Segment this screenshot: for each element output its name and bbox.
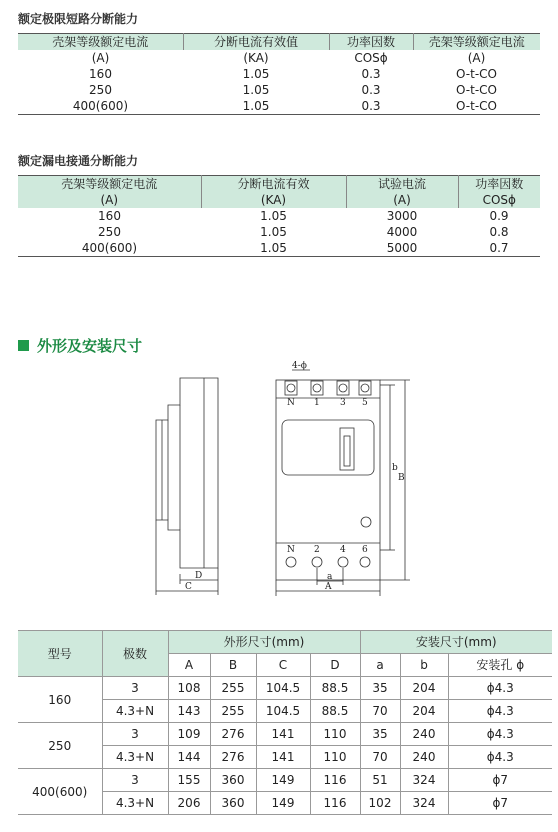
cell: 1.05 <box>242 67 270 81</box>
header-cell: 功率因数 <box>329 34 413 51</box>
cell: 1.05 <box>260 209 287 223</box>
cell: O-t-CO <box>456 67 497 81</box>
cell: 4.3+N <box>102 746 168 769</box>
cell: 143 <box>168 700 210 723</box>
dim-label-d: D <box>195 571 203 581</box>
cell: 4.3+N <box>102 792 168 815</box>
cell: 144 <box>168 746 210 769</box>
cell: 1.05 <box>242 83 270 97</box>
cell: 108 <box>168 677 210 700</box>
header-cell: 壳架等级额定电流 <box>428 35 525 49</box>
cell: 206 <box>168 792 210 815</box>
cell: ϕ7 <box>448 769 552 792</box>
cell: 35 <box>360 677 400 700</box>
table-row <box>18 723 552 746</box>
unit-cell: (KA) <box>201 192 346 208</box>
header-cell: 壳架等级额定电流 <box>18 176 201 193</box>
subheader-cell: B <box>210 654 256 677</box>
cell: 0.7 <box>489 241 509 255</box>
cell: O-t-CO <box>456 83 497 97</box>
dim-label-A: A <box>325 582 332 592</box>
cell: 324 <box>400 792 448 815</box>
dim-label-c: C <box>185 582 192 592</box>
terminal-label: 4 <box>340 545 346 555</box>
cell: 160 <box>98 209 121 223</box>
cell: O-t-CO <box>456 99 497 113</box>
dim-label-a: a <box>327 572 333 582</box>
table-header-row <box>18 631 552 654</box>
side-view <box>156 378 218 595</box>
subheader-cell: D <box>310 654 360 677</box>
header-cell: 试验电流 <box>346 176 458 193</box>
cell: 116 <box>310 769 360 792</box>
cell: 400(600) <box>81 241 138 255</box>
cell: 1.05 <box>260 225 287 239</box>
header-cell: 分断电流有效值 <box>183 34 329 51</box>
cell: 88.5 <box>310 677 360 700</box>
terminal-label: 6 <box>362 545 368 555</box>
model-cell: 400(600) <box>18 769 102 815</box>
cell: 4000 <box>386 225 418 239</box>
cell: 3 <box>102 677 168 700</box>
terminal-label: 1 <box>314 398 320 408</box>
dimensions-table <box>18 630 552 815</box>
header-outline: 外形尺寸(mm) <box>168 631 360 654</box>
cell: 70 <box>360 746 400 769</box>
subheader-cell: a <box>360 654 400 677</box>
header-model: 型号 <box>18 631 102 677</box>
cell: 149 <box>256 792 310 815</box>
table-row <box>18 677 552 700</box>
cell: 104.5 <box>256 677 310 700</box>
cell: 149 <box>256 769 310 792</box>
cell: 104.5 <box>256 700 310 723</box>
unit-cell: (KA) <box>243 51 269 65</box>
cell: 155 <box>168 769 210 792</box>
cell: 360 <box>210 769 256 792</box>
cell: 35 <box>360 723 400 746</box>
terminal-label: N <box>287 398 295 408</box>
cell: 400(600) <box>72 99 129 113</box>
subheader-cell: A <box>168 654 210 677</box>
section3-title: 外形及安装尺寸 <box>37 337 143 355</box>
cell: 204 <box>400 700 448 723</box>
subheader-cell: 安装孔 ϕ <box>448 654 552 677</box>
cell: 250 <box>89 83 112 97</box>
cell: 116 <box>310 792 360 815</box>
cell: 276 <box>210 746 256 769</box>
cell: 5000 <box>386 241 418 255</box>
cell: 204 <box>400 677 448 700</box>
cell: 88.5 <box>310 700 360 723</box>
unit-cell: (A) <box>91 51 110 65</box>
unit-cell: (A) <box>467 51 486 65</box>
section2-title: 额定漏电接通分断能力 <box>18 154 139 168</box>
table-row <box>18 769 552 792</box>
cell: 3000 <box>386 209 418 223</box>
cell: 1.05 <box>242 99 270 113</box>
unit-cell: (A) <box>18 192 201 208</box>
cell: ϕ7 <box>448 792 552 815</box>
cell: ϕ4.3 <box>448 700 552 723</box>
cell: 255 <box>210 700 256 723</box>
cell: 240 <box>400 746 448 769</box>
cell: 250 <box>98 225 121 239</box>
cell: 0.9 <box>489 209 509 223</box>
cell: 110 <box>310 746 360 769</box>
holes-label: 4-ϕ <box>292 361 307 371</box>
subheader-cell: C <box>256 654 310 677</box>
dim-label-B: B <box>398 473 405 483</box>
subheader-cell: b <box>400 654 448 677</box>
cell: ϕ4.3 <box>448 746 552 769</box>
cell: 276 <box>210 723 256 746</box>
cell: 324 <box>400 769 448 792</box>
cell: 240 <box>400 723 448 746</box>
header-cell: 功率因数 <box>475 177 524 191</box>
cell: 0.3 <box>361 99 381 113</box>
cell: 141 <box>256 746 310 769</box>
cell: 0.3 <box>361 83 381 97</box>
terminal-label: 2 <box>314 545 320 555</box>
cell: 109 <box>168 723 210 746</box>
dims-body <box>18 677 552 815</box>
cell: 160 <box>89 67 112 81</box>
header-cell: 壳架等级额定电流 <box>18 34 183 51</box>
terminal-label: 3 <box>340 398 346 408</box>
cell: 51 <box>360 769 400 792</box>
cell: 4.3+N <box>102 700 168 723</box>
header-cell: 分断电流有效 <box>201 176 346 193</box>
cell: 1.05 <box>260 241 287 255</box>
cell: 3 <box>102 769 168 792</box>
cell: 141 <box>256 723 310 746</box>
cell: 102 <box>360 792 400 815</box>
cell: 110 <box>310 723 360 746</box>
dim-label-b: b <box>392 463 398 473</box>
cell: ϕ4.3 <box>448 677 552 700</box>
header-poles: 极数 <box>102 631 168 677</box>
cell: 3 <box>102 723 168 746</box>
cell: 255 <box>210 677 256 700</box>
cell: 0.8 <box>489 225 509 239</box>
cell: ϕ4.3 <box>448 723 552 746</box>
model-cell: 160 <box>18 677 102 723</box>
unit-cell: COSϕ <box>354 51 388 65</box>
model-cell: 250 <box>18 723 102 769</box>
terminal-label: 5 <box>362 398 368 408</box>
cell: 360 <box>210 792 256 815</box>
header-mount: 安装尺寸(mm) <box>360 631 552 654</box>
section1-title: 额定极限短路分断能力 <box>18 12 139 26</box>
unit-cell: (A) <box>346 192 458 208</box>
unit-cell: COSϕ <box>482 193 516 207</box>
terminal-label: N <box>287 545 295 555</box>
cell: 70 <box>360 700 400 723</box>
cell: 0.3 <box>361 67 381 81</box>
